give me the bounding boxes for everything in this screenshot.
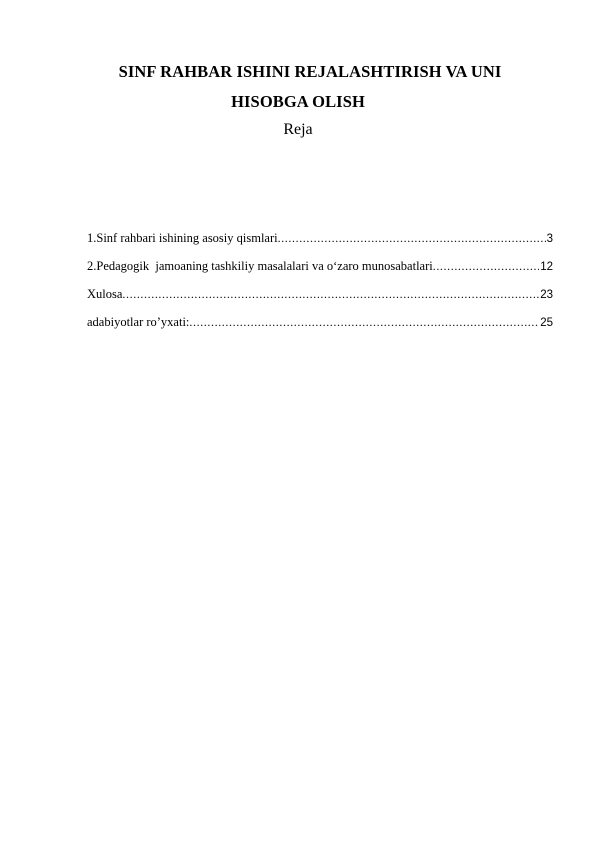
toc-dot-leader	[122, 287, 539, 302]
document-subtitle: Reja	[283, 121, 313, 138]
toc-entry-4[interactable]	[87, 315, 553, 343]
toc-dot-leader	[278, 231, 546, 246]
toc-entry-label: adabiyotlar ro’yxati:	[87, 315, 190, 329]
toc-entry-label: 2.Pedagogik jamoaning tashkiliy masalalari va o‘zaro munosabatlari	[87, 259, 433, 273]
document-title-line-1: SINF RAHBAR ISHINI REJALASHTIRISH VA UNI	[118, 62, 502, 81]
toc-dot-leader	[189, 315, 539, 330]
toc-entry-page: 25	[540, 317, 553, 329]
toc-dot-leader	[433, 259, 539, 274]
toc-entry-3[interactable]	[87, 287, 553, 315]
document-title-line-2: HISOBGA OLISH	[231, 92, 365, 111]
toc-entry-label: 1.Sinf rahbari ishining asosiy qismlari	[87, 231, 278, 245]
toc-entry-label: Xulosa	[87, 287, 123, 301]
toc-entry-2[interactable]	[87, 259, 553, 287]
table-of-contents	[87, 231, 553, 343]
toc-entry-page: 23	[540, 289, 553, 301]
toc-entry-1[interactable]	[87, 231, 553, 259]
toc-entry-page: 12	[540, 261, 553, 273]
toc-entry-page: 3	[546, 233, 553, 245]
